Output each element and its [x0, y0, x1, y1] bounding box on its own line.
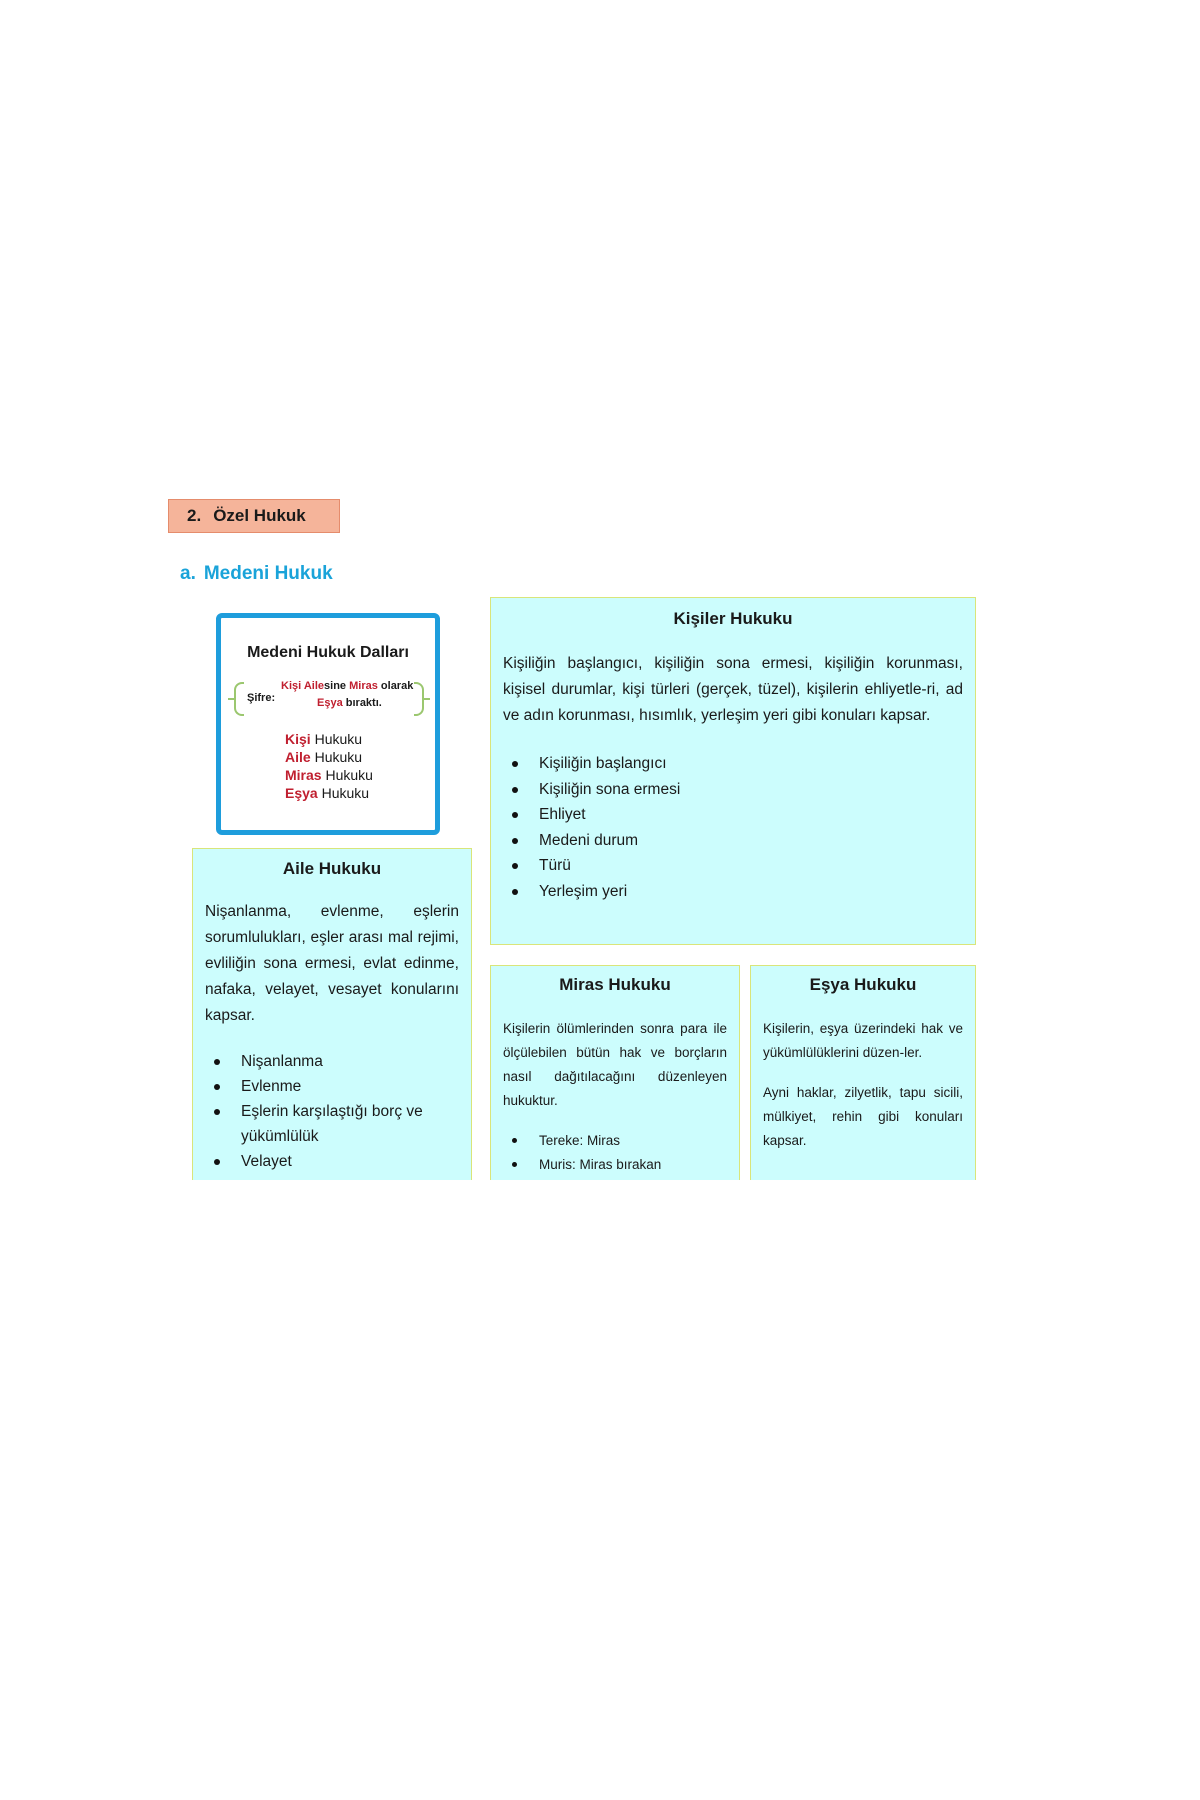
- list-item: Türü: [539, 853, 975, 879]
- esya-text-2: Ayni haklar, zilyetlik, tapu sicili, mülkiyet, rehin gibi konuları kapsar.: [763, 1085, 963, 1148]
- aile-title: Aile Hukuku: [282, 859, 382, 878]
- sifre-label: Şifre:: [247, 692, 276, 704]
- sifre-suffix-olarak: olarak: [377, 680, 414, 692]
- dallar-item: [285, 766, 373, 784]
- dallar-item: [285, 748, 373, 766]
- esya-hukuku-box: [750, 965, 976, 1180]
- list-item: Nişanlanma: [241, 1049, 471, 1074]
- dallar-item-key: Miras: [285, 767, 322, 783]
- aile-bullet-list: [241, 1049, 471, 1174]
- left-brace-icon: [234, 682, 244, 716]
- dallar-list: [285, 730, 373, 802]
- dallar-item-rest: Hukuku: [321, 767, 373, 783]
- list-item: Muris: Miras bırakan: [539, 1153, 739, 1177]
- sifre-word-kisi: Kişi: [281, 680, 302, 692]
- section-title: Özel Hukuk: [213, 506, 306, 525]
- list-item: Yerleşim yeri: [539, 879, 975, 905]
- subsection-heading: [180, 563, 333, 585]
- esya-text: Kişilerin, eşya üzerindeki hak ve yükümlülüklerini düzen-ler.: [763, 1021, 963, 1060]
- right-brace-icon: [414, 682, 424, 716]
- aile-text: Nişanlanma, evlenme, eşlerin sorumlulukları, eşler arası mal rejimi, evliliğin sona ermesi, evlat edinme, nafaka, velayet, vesayet konularını kapsar.: [205, 903, 459, 1024]
- dallar-item-key: Kişi: [285, 731, 311, 747]
- miras-hukuku-box: [490, 965, 740, 1180]
- list-item: Eşlerin karşılaştığı borç ve yükümlülük: [241, 1099, 471, 1149]
- kisiler-title: Kişiler Hukuku: [673, 609, 793, 628]
- esya-title: Eşya Hukuku: [809, 975, 917, 994]
- dallar-item-rest: Hukuku: [317, 785, 370, 801]
- subsection-title: Medeni Hukuk: [203, 563, 333, 584]
- dallar-item-key: Aile: [285, 749, 311, 765]
- sifre-line-2: [317, 697, 382, 709]
- sifre-word-esya: Eşya: [317, 697, 343, 709]
- medeni-hukuk-dallari-card: [216, 613, 440, 835]
- sifre-suffix-sine: sine: [324, 680, 347, 692]
- list-item: Evlenme: [241, 1074, 471, 1099]
- left-brace-tick: [228, 698, 234, 700]
- list-item: Kişiliğin sona ermesi: [539, 777, 975, 803]
- dallar-item-key: Eşya: [285, 785, 318, 801]
- kisiler-bullet-list: [539, 751, 975, 904]
- subsection-letter: a.: [180, 563, 196, 584]
- kisiler-hukuku-box: [490, 597, 976, 945]
- list-item: Kişiliğin başlangıcı: [539, 751, 975, 777]
- list-item: Tereke: Miras: [539, 1129, 739, 1153]
- section-heading: [168, 499, 340, 533]
- miras-text: Kişilerin ölümlerinden sonra para ile ölçülebilen bütün hak ve borçların nasıl dağıtılacağını düzenleyen hukuktur.: [503, 1021, 727, 1108]
- list-item: Ehliyet: [539, 802, 975, 828]
- dallar-title: Medeni Hukuk Dalları: [247, 644, 409, 661]
- dallar-item: [285, 730, 373, 748]
- sifre-line-1: [281, 680, 413, 692]
- dallar-item-rest: Hukuku: [310, 731, 363, 747]
- right-brace-tick: [424, 698, 430, 700]
- dallar-item: [285, 784, 373, 802]
- sifre-word-aile: Aile: [303, 680, 325, 692]
- sifre-word-miras: Miras: [349, 680, 378, 692]
- dallar-item-rest: Hukuku: [310, 749, 363, 765]
- aile-hukuku-box: [192, 848, 472, 1180]
- list-item: Velayet: [241, 1149, 471, 1174]
- list-item: Medeni durum: [539, 828, 975, 854]
- section-number: 2.: [187, 506, 202, 525]
- miras-title: Miras Hukuku: [559, 975, 671, 994]
- sifre-suffix-birakti: bıraktı.: [342, 697, 382, 709]
- miras-bullet-list: [539, 1129, 739, 1177]
- kisiler-text: Kişiliğin başlangıcı, kişiliğin sona ermesi, kişiliğin korunması, kişisel durumlar, kişi türleri (gerçek, tüzel), kişilerin ehliyetle-ri, ad ve adın korunması, hısımlık, yerleşim yeri gibi konuları kapsar.: [503, 655, 963, 724]
